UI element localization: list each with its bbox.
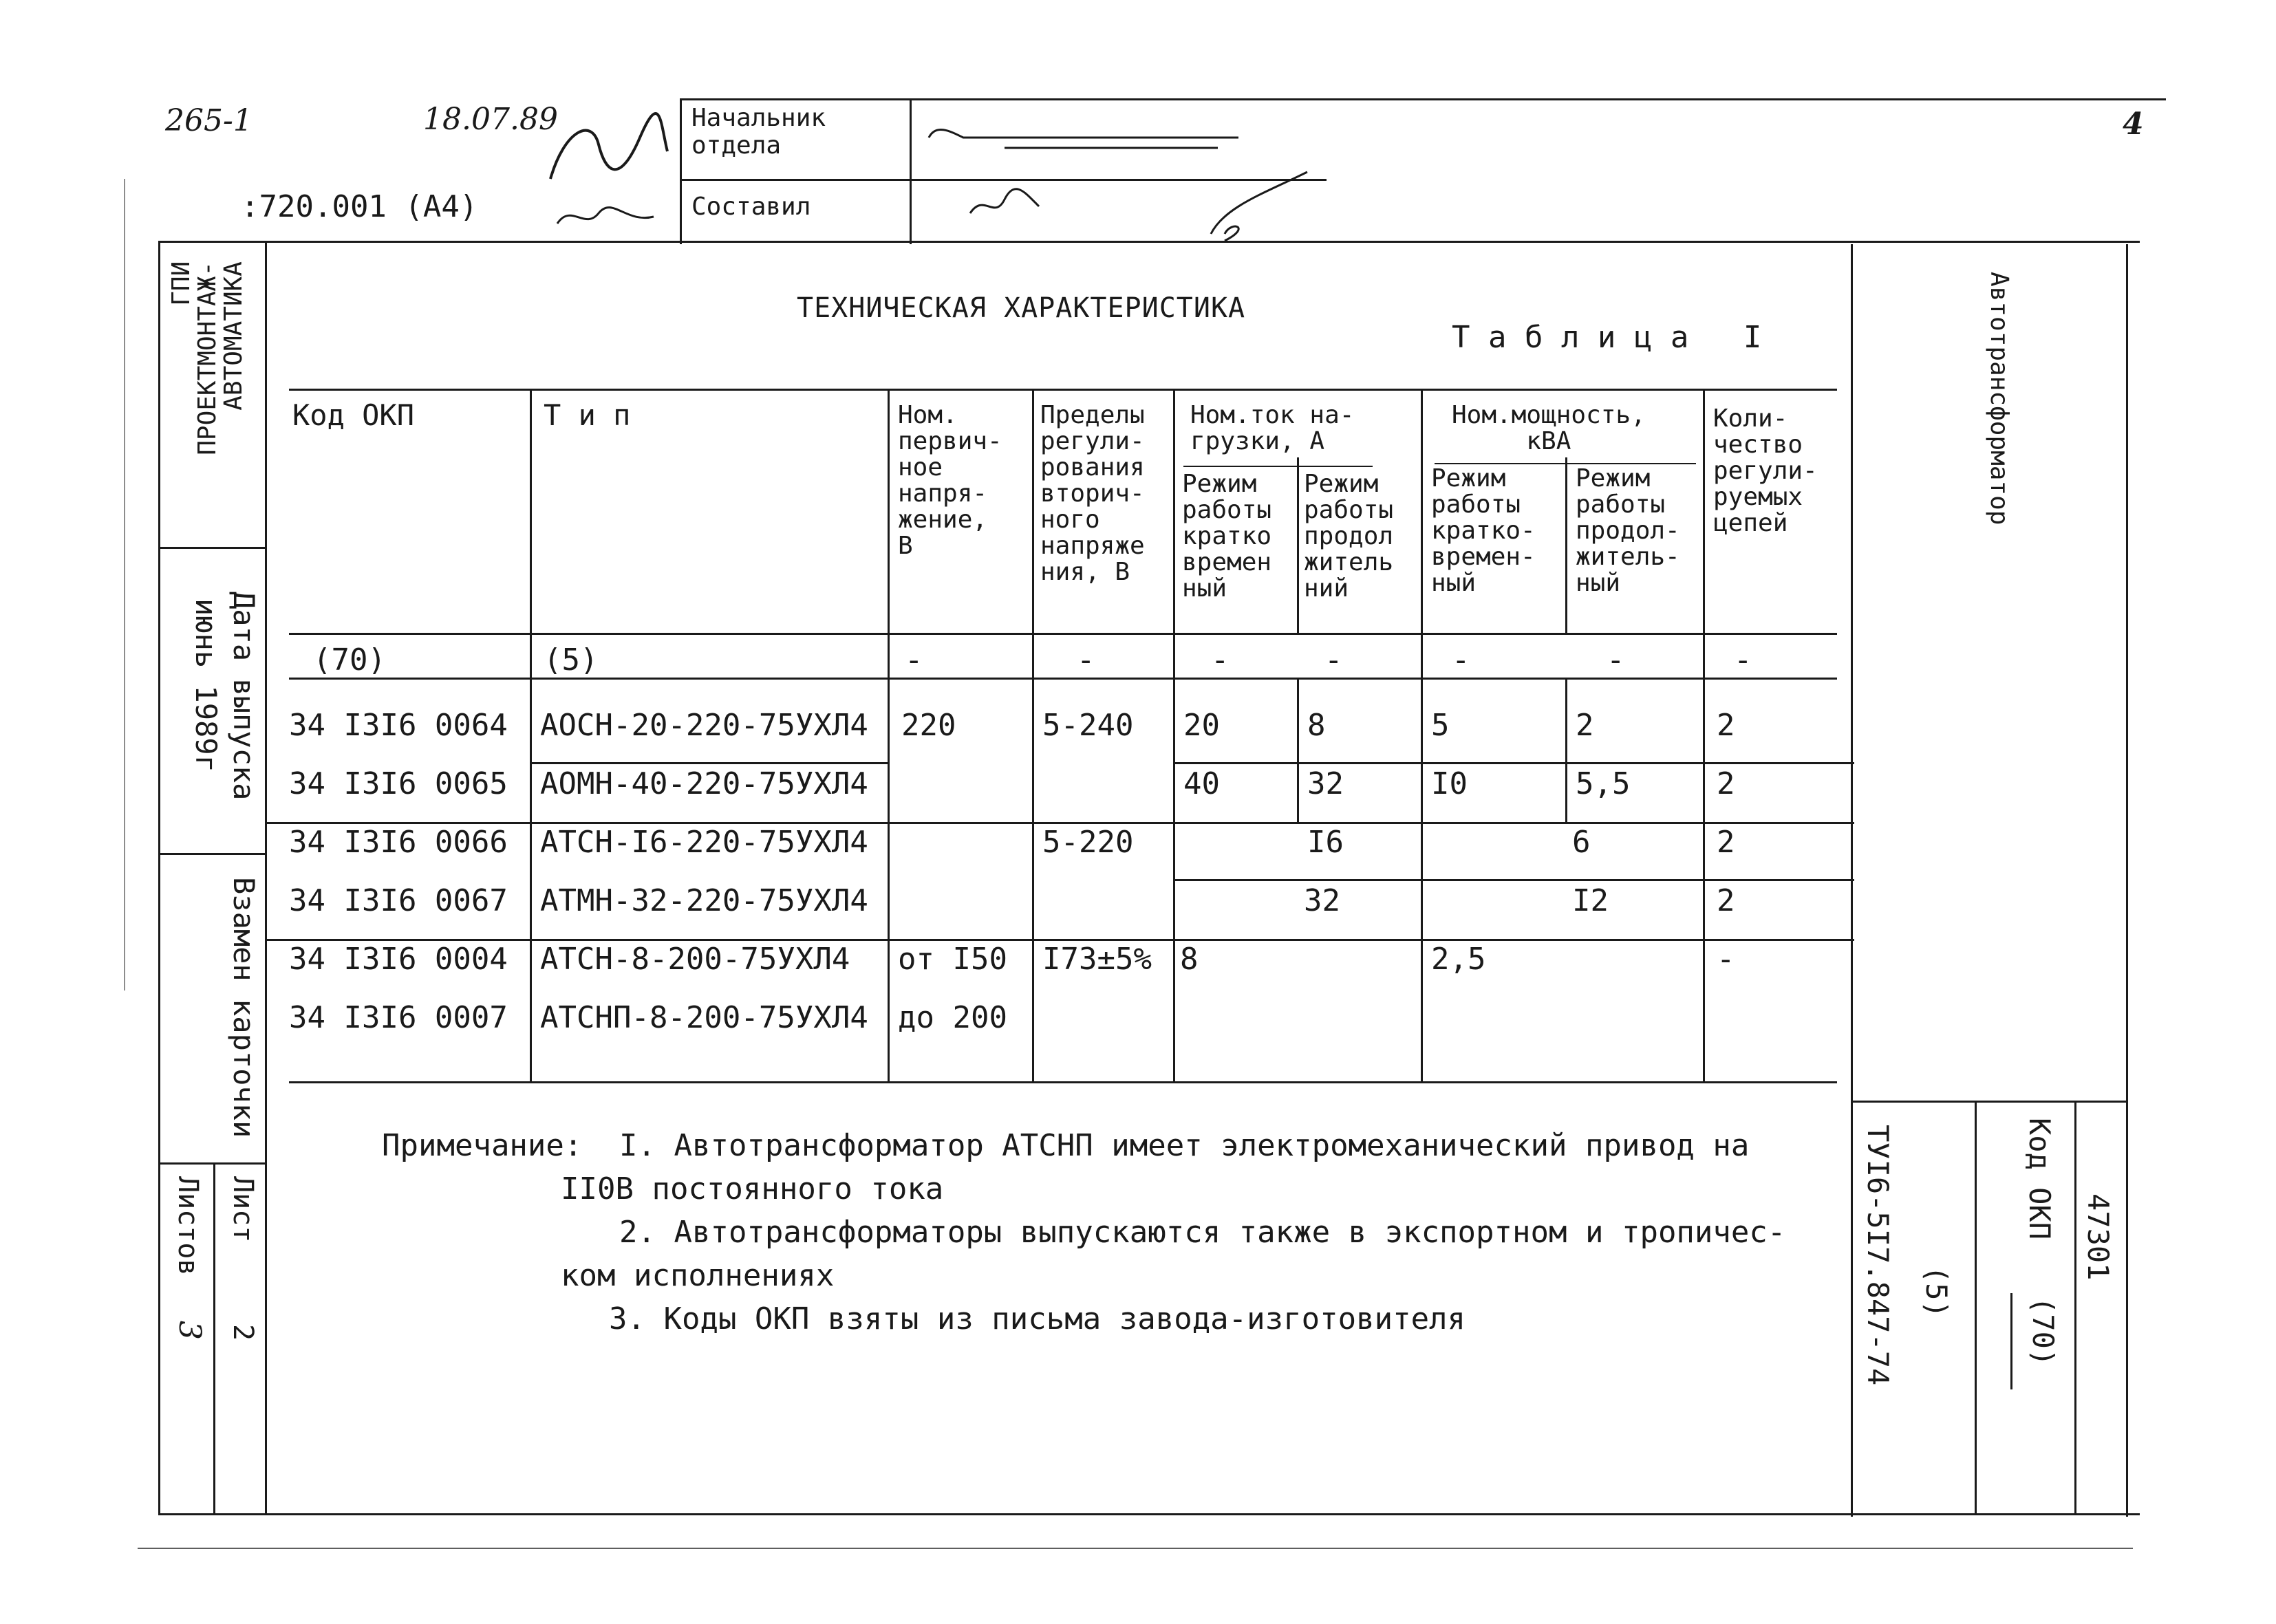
code-current-long: - (1324, 642, 1343, 678)
header-circuits: Коли- чество регули- руемых цепей (1713, 404, 1818, 537)
row-circuits: - (1717, 942, 1735, 977)
row-power: I2 (1572, 883, 1609, 918)
compiled-label: Составил (691, 193, 811, 221)
row-current-short: 40 (1183, 766, 1220, 801)
okp-code: (70) (2026, 1297, 2060, 1367)
note-2a: 2. Автотрансформаторы выпускаются также в экспортном и тропичес- (619, 1215, 1786, 1250)
row-circuits: 2 (1717, 825, 1735, 860)
row-power: 6 (1572, 825, 1591, 860)
row-range: 5-220 (1042, 825, 1134, 860)
org-name: ГПИ ПРОЕКТМОНТАЖ- АВТОМАТИКА (167, 261, 248, 455)
header-current-long: Режим работы продол житель ний (1304, 470, 1394, 603)
row-circuits: 2 (1717, 708, 1735, 743)
row-type: АТСНП-8-200-75УХЛ4 (540, 1000, 868, 1035)
code-power-long: - (1607, 642, 1625, 678)
code-current-short: - (1211, 642, 1230, 678)
code-primary: - (905, 642, 923, 678)
page-mark: 4 (2123, 107, 2144, 142)
header-type: Т и п (544, 398, 631, 432)
row-current-long: 32 (1307, 766, 1344, 801)
code-range: - (1077, 642, 1095, 678)
header-primary-voltage: Ном. первич- ное напря- жение, В (898, 401, 1002, 560)
header-power: Ном.мощность, кВА (1452, 401, 1646, 455)
ref-number: 265-1 (165, 103, 253, 138)
row-okp: 34 I3I6 0064 (289, 708, 508, 743)
row-current: 8 (1180, 942, 1199, 977)
note-1b: II0В постоянного тока (561, 1171, 944, 1206)
spec-number: ТУI6-5I7.847-74 (1861, 1125, 1895, 1386)
sheets-label: Листов (172, 1176, 204, 1276)
row-primary: 220 (901, 708, 956, 743)
row-type: АТМН-32-220-75УХЛ4 (540, 883, 868, 918)
row-circuits: 2 (1717, 883, 1735, 918)
row-type: АТСН-8-200-75УХЛ4 (540, 942, 850, 977)
row-power-short: I0 (1431, 766, 1468, 801)
sheet-value: 2 (227, 1324, 259, 1341)
row-okp: 34 I3I6 0067 (289, 883, 508, 918)
header-current-short: Режим работы кратко времен ный (1182, 470, 1272, 603)
row-range: I73±5% (1042, 942, 1152, 977)
row-power: 2,5 (1431, 942, 1486, 977)
signature-small (550, 196, 661, 237)
note-1a: I. Автотрансформатор АТСНП имеет электромеханический привод на (619, 1128, 1750, 1163)
row-power-short: 5 (1431, 708, 1450, 743)
doc-code: :720.001 (A4) (241, 189, 478, 224)
row-type: АОСН-20-220-75УХЛ4 (540, 708, 868, 743)
row-okp: 34 I3I6 0004 (289, 942, 508, 977)
signature-compiled (963, 165, 1321, 248)
header-regulation-limits: Пределы регули- рования вторич- ного напряже ния, В (1040, 401, 1145, 586)
product-name: Автотрансформатор (1985, 272, 2013, 526)
document-title: ТЕХНИЧЕСКАЯ ХАРАКТЕРИСТИКА (797, 292, 1246, 324)
code-type: (5) (544, 642, 599, 678)
note-3: 3. Коды ОКП взяты из письма завода-изготовителя (609, 1301, 1466, 1336)
row-current: I6 (1307, 825, 1344, 860)
row-current-short: 20 (1183, 708, 1220, 743)
row-current: 32 (1304, 883, 1340, 918)
row-current-long: 8 (1307, 708, 1326, 743)
date-handwritten: 18.07.89 (423, 102, 558, 137)
header-power-long: Режим работы продол- житель- ный (1576, 464, 1680, 597)
row-type: АОМН-40-220-75УХЛ4 (540, 766, 868, 801)
okp-value: 47301 (2081, 1193, 2115, 1281)
header-okp: Код ОКП (292, 398, 415, 432)
card-status: Взамен карточки (227, 877, 261, 1138)
header-power-short: Режим работы кратко- времен- ный (1431, 464, 1536, 597)
row-primary: от I50 (898, 942, 1007, 977)
notes-label: Примечание: (382, 1128, 583, 1163)
spec-code: (5) (1920, 1266, 1953, 1318)
sheets-value: 3 (172, 1321, 207, 1340)
row-circuits: 2 (1717, 766, 1735, 801)
row-okp: 34 I3I6 0065 (289, 766, 508, 801)
sheet-label: Лист (227, 1176, 259, 1243)
row-type: АТСН-I6-220-75УХЛ4 (540, 825, 868, 860)
okp-label: Код ОКП (2023, 1118, 2057, 1240)
row-okp: 34 I3I6 0066 (289, 825, 508, 860)
signature-top (537, 103, 674, 206)
row-power-long: 5,5 (1576, 766, 1631, 801)
header-load-current: Ном.ток на- грузки, А (1190, 401, 1355, 455)
head-label: Начальник отдела (691, 104, 826, 160)
row-okp: 34 I3I6 0007 (289, 1000, 508, 1035)
note-2b: ком исполнениях (561, 1258, 835, 1293)
code-power-short: - (1452, 642, 1470, 678)
row-primary: до 200 (898, 1000, 1007, 1035)
release-label: Дата выпуска (227, 592, 261, 801)
row-power-long: 2 (1576, 708, 1594, 743)
code-circuits: - (1734, 642, 1752, 678)
code-okp: (70) (313, 642, 386, 678)
release-date: июнь 1989г (189, 598, 223, 772)
row-range: 5-240 (1042, 708, 1134, 743)
table-label: Т а б л и ц а I (1452, 320, 1762, 355)
signature-head (922, 117, 1252, 165)
